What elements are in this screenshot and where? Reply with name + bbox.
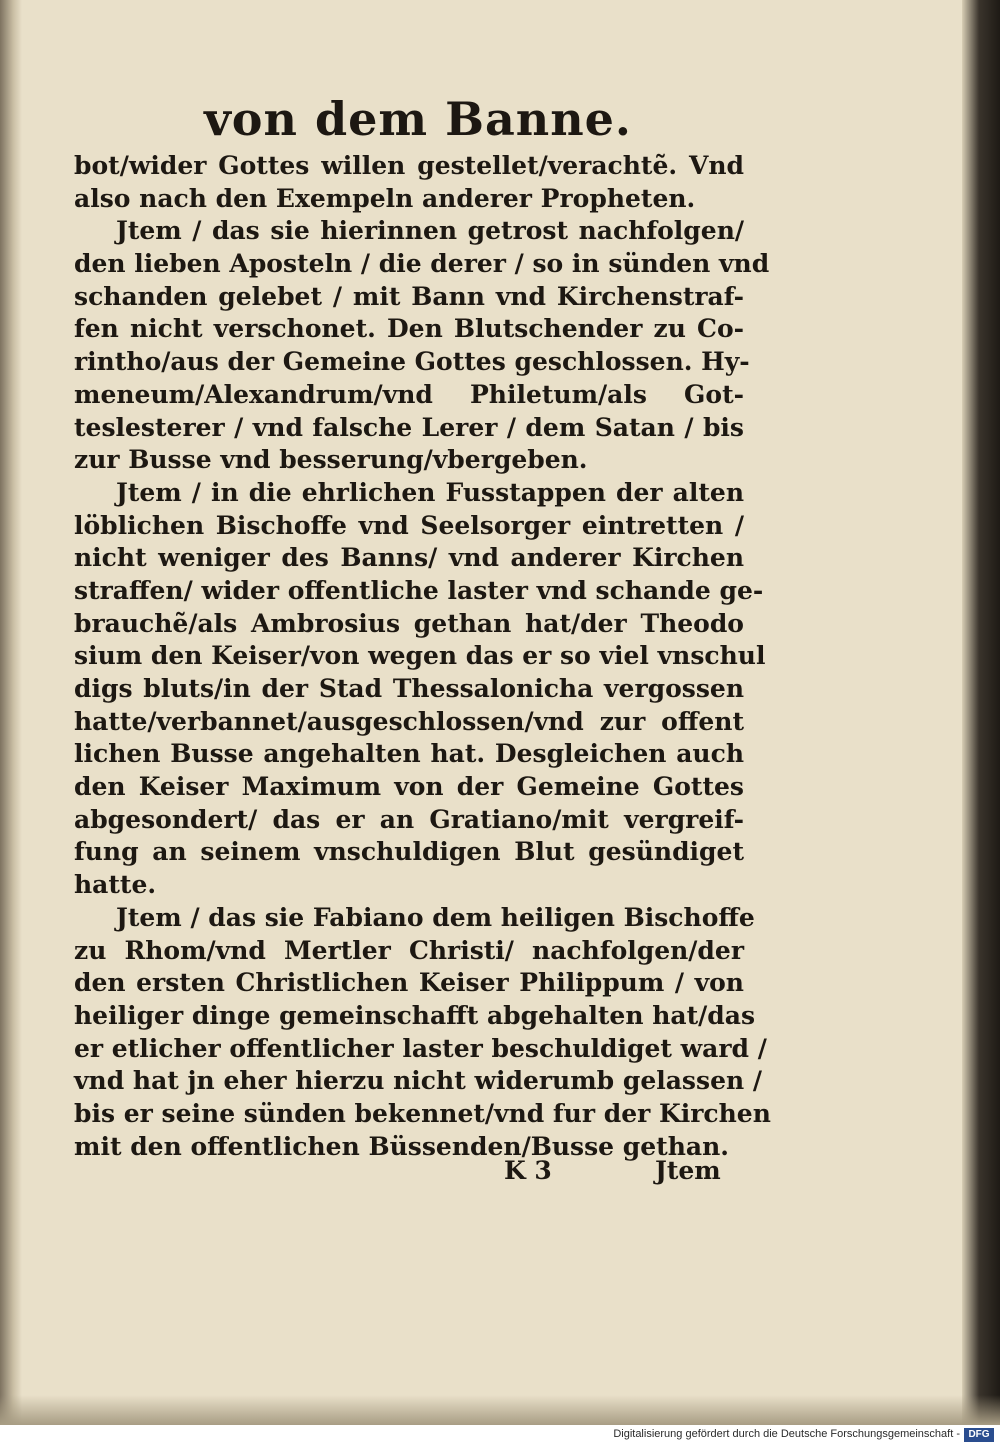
- text-line: Jtem / das sie Fabiano dem heiligen Bischoffe: [116, 902, 755, 932]
- text-line: mit den offentlichen Büssenden/Busse gethan.: [74, 1131, 729, 1161]
- text-line: brauchẽ/als Ambrosius gethan hat/der Theodo: [74, 608, 744, 638]
- text-line: hatte/verbannet/ausgeschlossen/vnd zur offent: [74, 706, 744, 736]
- text-line: fung an seinem vnschuldigen Blut gesündiget: [74, 837, 744, 867]
- text-line: hatte.: [74, 870, 157, 900]
- credit-bar: [0, 1425, 1000, 1445]
- text-line: er etlicher offentlicher laster beschuldiget ward /: [74, 1033, 767, 1063]
- text-line: abgesondert/ das er an Gratiano/mit vergreif-: [74, 804, 744, 834]
- signature-mark: K 3: [504, 1156, 552, 1185]
- text-line: bot/wider Gottes willen gestellet/verachtẽ. Vnd: [74, 151, 744, 180]
- text-line: sium den Keiser/von wegen das er so viel vnschul: [74, 641, 766, 671]
- page-gutter-shadow: [0, 0, 22, 1425]
- text-line: heiliger dinge gemeinschafft abgehalten hat/das: [74, 1000, 756, 1030]
- text-line: zur Busse vnd besserung/vbergeben.: [74, 445, 588, 475]
- text-line: teslesterer / vnd falsche Lerer / dem Satan / bis: [74, 412, 744, 442]
- page-bottom-edge: [0, 1395, 1000, 1425]
- text-line: den ersten Christlichen Keiser Philippum / von: [74, 968, 744, 998]
- text-line: vnd hat jn eher hierzu nicht widerumb gelassen /: [74, 1066, 762, 1096]
- text-line: den Keiser Maximum von der Gemeine Gottes: [74, 772, 744, 802]
- page-edge: [962, 0, 1000, 1425]
- body-text: [74, 150, 771, 1163]
- running-header: [0, 92, 1000, 146]
- text-line: also nach den Exempeln anderer Propheten.: [74, 183, 696, 213]
- text-line: löblichen Bischoffe vnd Seelsorger eintretten /: [74, 510, 744, 540]
- page-footer: [0, 1156, 1000, 1190]
- catchword: Jtem: [655, 1156, 721, 1185]
- text-line: zu Rhom/vnd Mertler Christi/ nachfolgen/der: [74, 935, 744, 965]
- text-line: rintho/aus der Gemeine Gottes geschlossen. Hy-: [74, 347, 750, 377]
- text-line: nicht weniger des Banns/ vnd anderer Kirchen: [74, 543, 744, 573]
- text-line: Jtem / das sie hierinnen getrost nachfolgen/: [116, 216, 744, 246]
- text-line: schanden gelebet / mit Bann vnd Kirchenstraf-: [74, 281, 744, 311]
- text-line: digs bluts/in der Stad Thessalonicha vergossen: [74, 674, 744, 703]
- text-line: Jtem / in die ehrlichen Fusstappen der alten: [116, 477, 744, 507]
- text-line: lichen Busse angehalten hat. Desgleichen auch: [74, 739, 744, 769]
- dfg-logo-icon: DFG: [964, 1428, 994, 1442]
- running-header-text: von dem Banne.: [204, 92, 632, 146]
- text-line: den lieben Aposteln / die derer / so in sünden vnd: [74, 249, 770, 279]
- funding-credit: Digitalisierung gefördert durch die Deutsche Forschungsgemeinschaft -: [613, 1428, 960, 1440]
- text-line: fen nicht verschonet. Den Blutschender zu Co-: [74, 314, 744, 344]
- text-line: straffen/ wider offentliche laster vnd schande ge-: [74, 575, 764, 605]
- text-line: bis er seine sünden bekennet/vnd fur der Kirchen: [74, 1098, 771, 1128]
- text-line: meneum/Alexandrum/vnd Philetum/als Got-: [74, 379, 744, 409]
